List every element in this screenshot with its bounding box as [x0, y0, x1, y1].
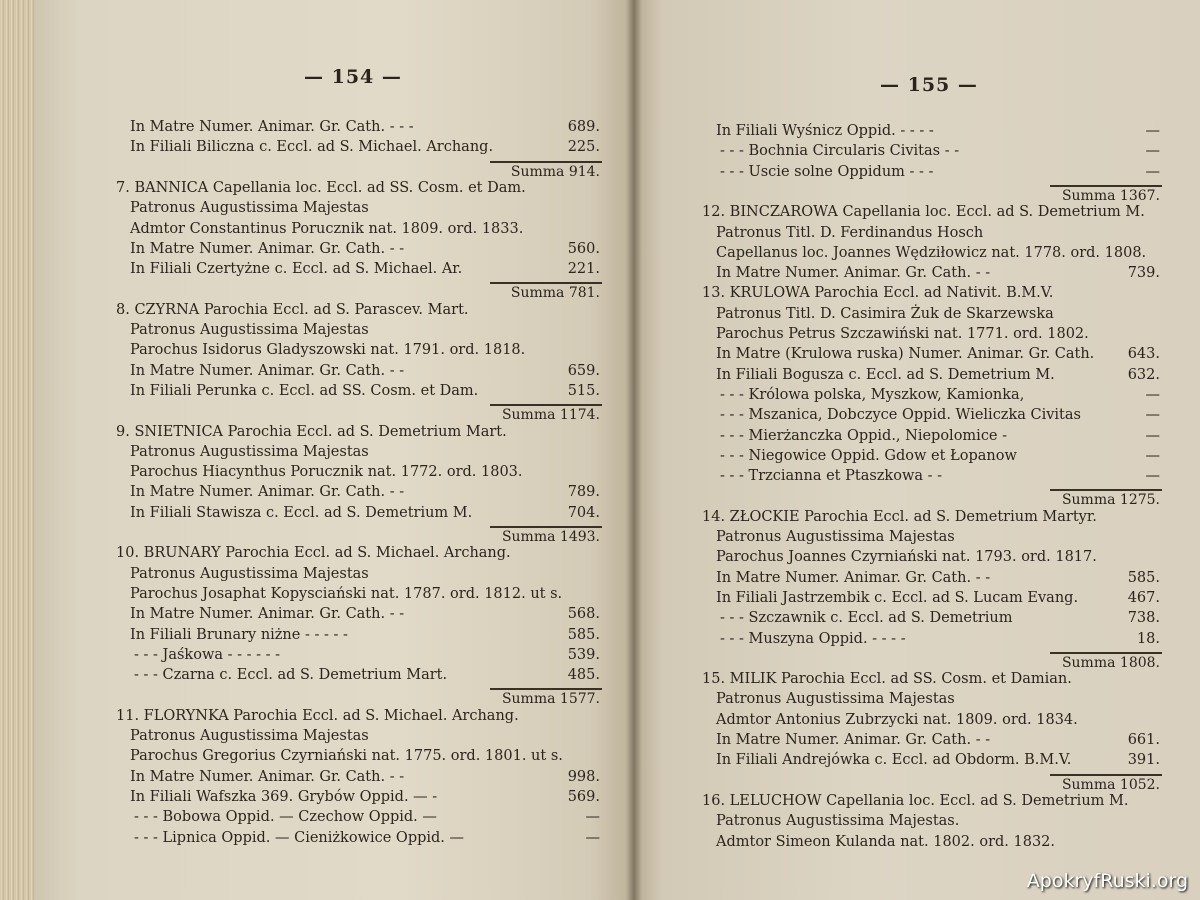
register-line — [130, 321, 600, 339]
page-number-right: — 155 — — [880, 74, 978, 96]
line-text: - - - Mszanica, Dobczyce Oppid. Wieliczka Civitas — [720, 407, 1081, 424]
line-value: — — [585, 809, 600, 826]
summa-total: Summa 1493. — [501, 529, 600, 545]
line-value: 659. — [567, 362, 600, 379]
register-line — [716, 345, 1160, 363]
line-text: Patronus Augustissima Majestas. — [716, 813, 960, 830]
parish-heading — [116, 707, 600, 725]
line-text: Parochus Josaphat Kopysciański nat. 1787. ord. 1812. ut s. — [130, 585, 563, 602]
register-line — [716, 589, 1160, 607]
line-value: — — [1145, 143, 1160, 160]
parish-heading — [116, 301, 600, 319]
summa-rule — [490, 526, 602, 528]
line-text: 11. FLORYNKA Parochia Eccl. ad S. Michael. Archang. — [116, 707, 519, 724]
line-value: — — [585, 829, 600, 846]
line-text: - - - Czarna c. Eccl. ad S. Demetrium Mart. — [134, 667, 448, 684]
register-line — [130, 220, 600, 238]
line-text: Patronus Augustissima Majestas — [130, 565, 369, 582]
summa-rule — [1050, 652, 1162, 654]
register-line — [716, 731, 1160, 749]
register-line — [130, 727, 600, 745]
line-value: — — [1145, 163, 1160, 180]
line-text: Patronus Augustissima Majestas — [130, 728, 369, 744]
line-text: In Matre Numer. Animar. Gr. Cath. - - — [130, 768, 405, 785]
line-value: 585. — [567, 626, 600, 643]
line-text: Parochus Gregorius Czyrniański nat. 1775. ord. 1801. ut s. — [130, 748, 563, 765]
register-line — [716, 528, 1160, 546]
register-line — [720, 467, 1160, 485]
register-line — [720, 163, 1160, 181]
line-value: 539. — [567, 646, 600, 663]
line-text: 16. LELUCHOW Capellania loc. Eccl. ad S. Demetrium M. — [702, 792, 1129, 809]
line-text: Parochus Isidorus Gladyszowski nat. 1791. ord. 1818. — [130, 342, 526, 359]
parish-heading — [702, 284, 1160, 302]
line-value: 221. — [567, 261, 600, 278]
register-line — [130, 240, 600, 258]
register-line — [130, 443, 600, 461]
register-line — [134, 666, 600, 684]
register-line — [130, 788, 600, 806]
summa-rule — [1050, 774, 1162, 776]
register-line — [716, 812, 1160, 830]
line-text: In Filiali Wyśnicz Oppid. - - - - — [716, 123, 934, 139]
line-text: In Matre Numer. Animar. Gr. Cath. - - — [716, 569, 991, 586]
summa-rule — [490, 282, 602, 284]
line-text: - - - Uscie solne Oppidum - - - — [720, 163, 934, 180]
register-line — [716, 751, 1160, 769]
parish-heading — [116, 179, 600, 197]
right-page — [634, 0, 1200, 900]
line-text: In Filiali Jastrzembik c. Eccl. ad S. Lucam Evang. — [716, 589, 1079, 606]
line-value: 560. — [567, 240, 600, 257]
watermark: ApokryfRuski.org — [1026, 870, 1188, 892]
line-text: 12. BINCZAROWA Capellania loc. Eccl. ad S. Demetrium M. — [702, 204, 1145, 221]
line-text: - - - Trzcianna et Ptaszkowa - - — [720, 468, 943, 485]
line-text: 13. KRULOWA Parochia Eccl. ad Nativit. B.M.V. — [702, 285, 1054, 302]
register-line — [130, 118, 600, 136]
line-text: 8. CZYRNA Parochia Eccl. ad S. Parascev. Mart. — [116, 301, 469, 318]
line-text: 14. ZŁOCKIE Parochia Eccl. ad S. Demetrium Martyr. — [702, 508, 1097, 525]
line-text: Parochus Joannes Czyrniański nat. 1793. ord. 1817. — [716, 549, 1097, 566]
register-line — [716, 548, 1160, 566]
line-text: - - - Bobowa Oppid. — Czechow Oppid. — — [134, 809, 437, 826]
register-line — [716, 711, 1160, 729]
line-text: In Matre Numer. Animar. Gr. Cath. - - — [130, 484, 405, 501]
line-text: In Matre Numer. Animar. Gr. Cath. - - — [130, 240, 405, 257]
line-text: Parochus Hiacynthus Porucznik nat. 1772. ord. 1803. — [130, 464, 523, 481]
line-value: 689. — [567, 119, 600, 135]
register-line — [130, 605, 600, 623]
parish-heading — [702, 203, 1160, 221]
parish-heading — [702, 508, 1160, 526]
line-text: In Matre Numer. Animar. Gr. Cath. - - - — [130, 119, 414, 135]
line-value: 515. — [567, 382, 600, 399]
summa-total: Summa 1577. — [501, 691, 600, 708]
line-value: 391. — [1127, 752, 1160, 769]
page-number-left: — 154 — — [304, 66, 402, 88]
register-line — [130, 768, 600, 786]
line-value: — — [1145, 468, 1160, 485]
register-line — [720, 609, 1160, 627]
line-text: In Matre Numer. Animar. Gr. Cath. - - — [130, 606, 405, 623]
register-line — [716, 244, 1160, 262]
register-line — [716, 569, 1160, 587]
line-text: Patronus Titl. D. Ferdinandus Hosch — [716, 224, 984, 241]
line-text: - - - Muszyna Oppid. - - - - — [720, 630, 906, 647]
line-value: — — [1145, 123, 1160, 139]
register-line — [130, 260, 600, 278]
register-line — [130, 138, 600, 156]
line-value: 661. — [1127, 732, 1160, 748]
summa-total: Summa 1808. — [1061, 654, 1160, 671]
register-line — [130, 747, 600, 765]
line-value: — — [1145, 447, 1160, 464]
line-value: 585. — [1127, 569, 1160, 586]
line-text: In Filiali Czertyżne c. Eccl. ad S. Michael. Ar. — [130, 261, 463, 278]
line-value: 632. — [1127, 366, 1160, 383]
register-line — [716, 366, 1160, 384]
line-text: Patronus Augustissima Majestas — [716, 691, 955, 708]
line-value: 18. — [1136, 630, 1160, 647]
line-text: In Filiali Bogusza c. Eccl. ad S. Demetrium M. — [716, 366, 1055, 383]
line-value: 739. — [1127, 265, 1160, 282]
register-line — [720, 386, 1160, 404]
line-value: 738. — [1127, 610, 1160, 627]
summa-rule — [490, 404, 602, 406]
register-line — [716, 305, 1160, 323]
line-text: In Matre Numer. Animar. Gr. Cath. - - — [716, 732, 991, 748]
line-text: 15. MILIK Parochia Eccl. ad SS. Cosm. et Damian. — [702, 671, 1072, 688]
summa-total: Summa 781. — [510, 285, 600, 302]
line-text: In Matre Numer. Animar. Gr. Cath. - - — [716, 265, 991, 282]
summa-total: Summa 1052. — [1061, 776, 1160, 793]
line-value: 569. — [567, 788, 600, 805]
register-line — [130, 565, 600, 583]
summa-rule — [1050, 185, 1162, 187]
summa-rule — [490, 161, 602, 163]
page-edges — [0, 0, 38, 900]
register-line — [716, 264, 1160, 282]
register-line — [130, 382, 600, 400]
line-text: 9. SNIETNICA Parochia Eccl. ad S. Demetrium Mart. — [116, 423, 507, 440]
line-text: In Filiali Andrejówka c. Eccl. ad Obdorm. B.M.V. — [716, 752, 1072, 769]
register-line — [720, 447, 1160, 465]
line-text: In Filiali Brunary niżne - - - - - — [130, 626, 348, 643]
register-line — [716, 325, 1160, 343]
register-line — [130, 362, 600, 380]
summa-rule — [1050, 489, 1162, 491]
summa-total: Summa 1367. — [1061, 187, 1160, 204]
left-page — [34, 0, 638, 900]
line-value: 467. — [1127, 589, 1160, 606]
gutter-shadow — [626, 0, 642, 900]
line-value: 568. — [567, 606, 600, 623]
parish-heading — [702, 792, 1160, 810]
summa-total: Summa 1275. — [1061, 492, 1160, 509]
register-line — [130, 483, 600, 501]
register-line — [130, 199, 600, 217]
line-text: - - - Lipnica Oppid. — Cieniżkowice Oppid. — — [134, 829, 465, 846]
line-text: - - - Mierżanczka Oppid., Niepolomice - — [720, 427, 1008, 444]
register-line — [720, 630, 1160, 648]
line-value: 485. — [567, 667, 600, 684]
line-value: 789. — [567, 484, 600, 501]
summa-total: Summa 1174. — [501, 407, 600, 424]
line-text: In Filiali Perunka c. Eccl. ad SS. Cosm. et Dam. — [130, 382, 479, 399]
line-text: - - - Królowa polska, Myszkow, Kamionka, — [720, 386, 1025, 403]
line-text: In Filiali Biliczna c. Eccl. ad S. Michael. Archang. — [130, 139, 494, 156]
line-text: - - - Niegowice Oppid. Gdow et Łopanow — [720, 447, 1017, 464]
register-line — [134, 829, 600, 847]
line-text: - - - Jaśkowa - - - - - - — [134, 646, 281, 663]
register-line — [130, 504, 600, 522]
register-line — [130, 626, 600, 644]
register-line — [716, 690, 1160, 708]
line-value: — — [1145, 407, 1160, 424]
line-text: Parochus Petrus Szczawiński nat. 1771. ord. 1802. — [716, 326, 1089, 342]
line-text: Admtor Constantinus Porucznik nat. 1809. ord. 1833. — [130, 220, 524, 237]
line-text: Patronus Augustissima Majestas — [716, 529, 955, 545]
line-value: 225. — [567, 139, 600, 156]
register-line — [716, 833, 1160, 851]
register-line — [716, 224, 1160, 242]
line-text: Patronus Augustissima Majestas — [130, 443, 369, 460]
line-text: In Filiali Wafszka 369. Grybów Oppid. — - — [130, 788, 438, 805]
register-line — [130, 341, 600, 359]
register-line — [130, 585, 600, 603]
line-text: Admtor Simeon Kulanda nat. 1802. ord. 1832. — [716, 833, 1056, 850]
register-line — [134, 646, 600, 664]
line-value: — — [1145, 427, 1160, 444]
line-value: 704. — [567, 504, 600, 521]
line-text: In Matre Numer. Animar. Gr. Cath. - - — [130, 362, 405, 379]
line-text: - - - Bochnia Circularis Civitas - - — [720, 143, 960, 160]
line-text: Patronus Augustissima Majestas — [130, 322, 369, 338]
line-text: 10. BRUNARY Parochia Eccl. ad S. Michael. Archang. — [116, 545, 511, 562]
line-value: 998. — [567, 768, 600, 785]
line-text: In Matre (Krulowa ruska) Numer. Animar. Gr. Cath. — [716, 346, 1095, 363]
summa-rule — [490, 688, 602, 690]
line-text: 7. BANNICA Capellania loc. Eccl. ad SS. Cosm. et Dam. — [116, 179, 526, 196]
line-text: - - - Szczawnik c. Eccl. ad S. Demetrium — [720, 610, 1013, 627]
register-line — [720, 142, 1160, 160]
line-value: — — [1145, 386, 1160, 403]
register-line — [720, 427, 1160, 445]
register-line — [716, 122, 1160, 140]
line-text: Admtor Antonius Zubrzycki nat. 1809. ord. 1834. — [716, 711, 1078, 728]
parish-heading — [116, 544, 600, 562]
line-text: Patronus Augustissima Majestas — [130, 200, 369, 217]
line-text: Capellanus loc. Joannes Wędziłowicz nat. 1778. ord. 1808. — [716, 244, 1147, 261]
register-line — [134, 808, 600, 826]
parish-heading — [702, 670, 1160, 688]
register-line — [130, 463, 600, 481]
register-line — [720, 406, 1160, 424]
line-value: 643. — [1127, 346, 1160, 363]
parish-heading — [116, 423, 600, 441]
summa-total: Summa 914. — [510, 163, 600, 180]
line-text: In Filiali Stawisza c. Eccl. ad S. Demetrium M. — [130, 504, 473, 521]
line-text: Patronus Titl. D. Casimira Żuk de Skarzewska — [716, 305, 1054, 322]
